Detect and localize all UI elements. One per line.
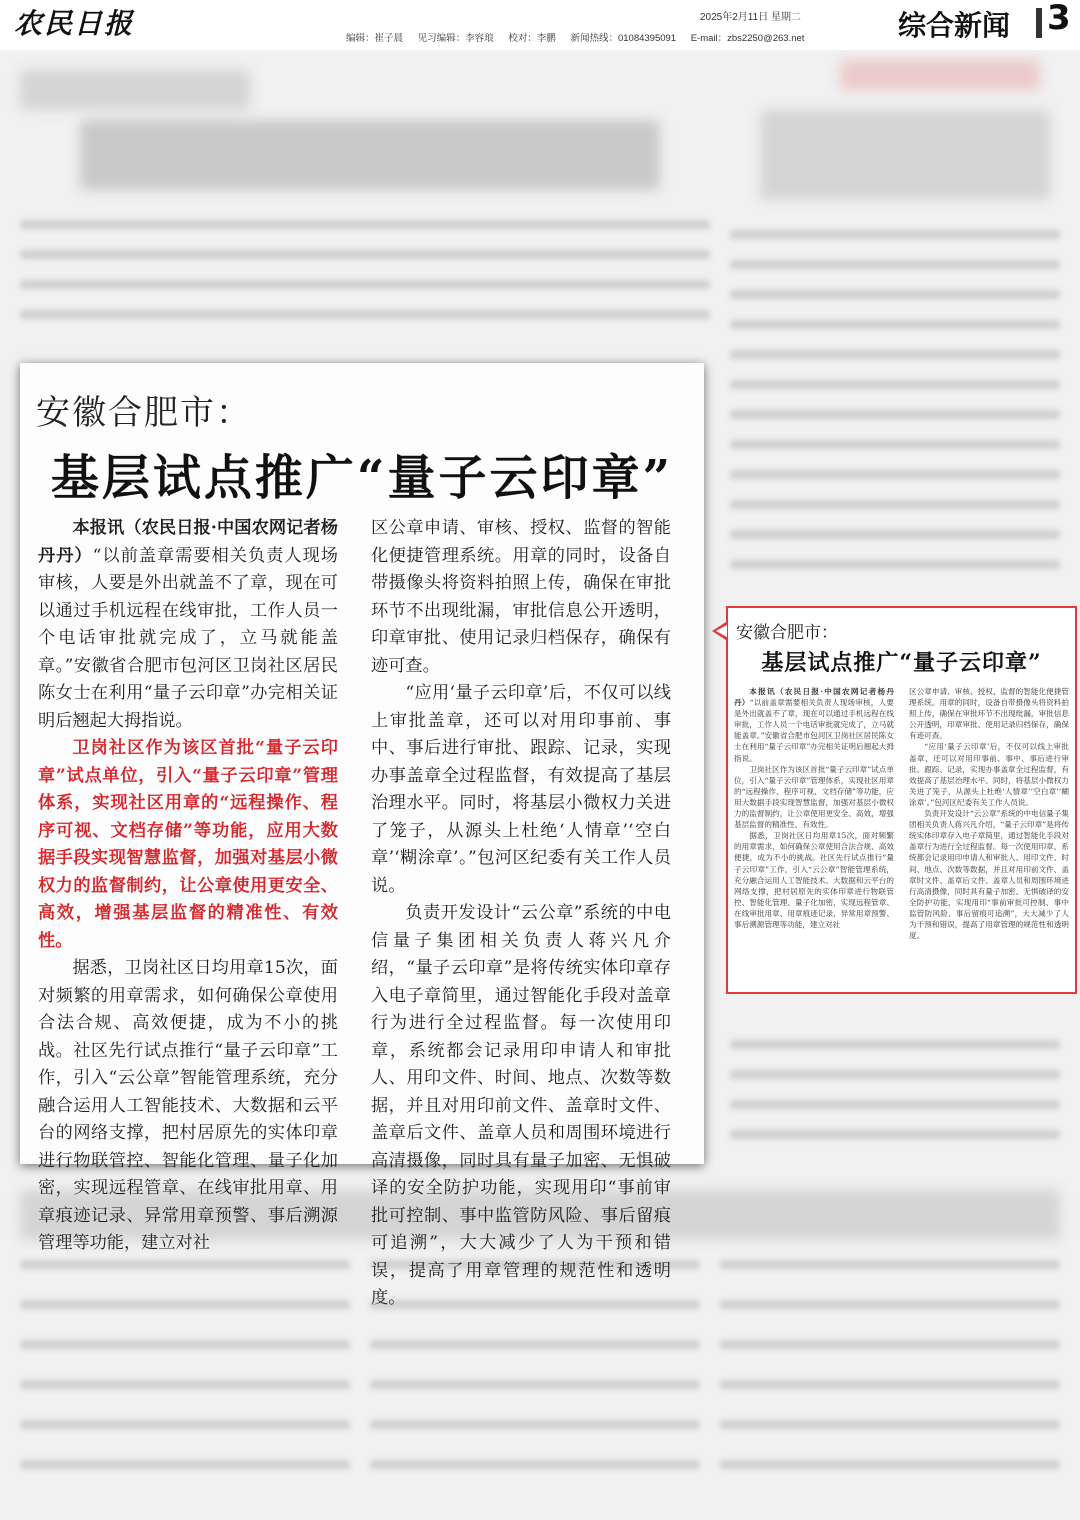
article-paragraph: 负责开发设计“云公章”系统的中电信量子集团相关负责人蒋兴凡介绍，“量子云印章”是将传统实体印章存入电子章简里，通过智能化手段对盖章行为进行全过程监督。每一次使用印章，系统都会记录用印申请人和审批人、用印文件、时间、地点、次数等数据，并且对用印前文件、盖章时文件、盖章后文件、盖章人员和周围环境进行高清摄像，同时具有量子加密、无惧破译的安全防护功能，实现用印“事前审批可控制、事中监管防风险、事后留痕可追溯”，大大减少了人为干预和错误，提高了用章管理的规范性和透明度。 <box>371 903 671 1308</box>
thumbnail-column-left <box>734 686 894 930</box>
article-column-right <box>371 515 671 1313</box>
section-title: 综合新闻 <box>898 9 1011 42</box>
blurred-line <box>730 380 1060 389</box>
blurred-line <box>370 1380 700 1389</box>
blurred-line <box>730 500 1060 509</box>
article-column-left <box>38 515 338 1258</box>
blurred-line <box>20 250 710 259</box>
blurred-line <box>370 1340 700 1349</box>
highlighted-paragraph: 卫岗社区作为该区首批“量子云印章”试点单位，引入“量子云印章”管理体系，实现社区用章的“远程操作、程序可视、文档存储”等功能，应用大数据手段实现智慧监督，加强对基层小微权力的监督制约，让公章使用更安全、高效，增强基层监督的精准性、有效性。 <box>38 738 338 951</box>
article-paragraph: 区公章申请、审核、授权、监督的智能化便捷管理系统。用章的同时，设备自带摄像头将资料拍照上传，确保在审批环节不出现纰漏，审批信息公开透明，印章审批、使用记录归档保存，确保有迹可查。 <box>371 518 671 676</box>
thumbnail-paragraph <box>734 686 894 764</box>
blurred-line <box>730 350 1060 359</box>
credit-email: E-mail：zbs2250@263.net <box>690 33 805 44</box>
issue-date: 2025年2月11日 星期二 <box>700 12 801 23</box>
article-byline: 本报讯（农民日报·中国农网记者杨丹丹） <box>38 518 338 566</box>
thumbnail-paragraph: 负责开发设计“云公章”系统的中电信量子集团相关负责人蒋兴凡介绍，“量子云印章”是将传统实体印章存入电子章简里，通过智能化手段对盖章行为进行全过程监督。每一次使用印章，系统都会记录用印申请人和审批人、用印文件、时间、地点、次数等数据，并且对用印前文件、盖章时文件、盖章后文件、盖章人员和周围环境进行高清摄像，同时具有量子加密、无惧破译的安全防护功能，实现用印“事前审批可控制、事中监管防风险、事后留痕可追溯”，大大减少了人为干预和错误，提高了用章管理的规范性和透明度。 <box>909 809 1069 941</box>
blurred-line <box>730 440 1060 449</box>
blurred-block <box>840 60 1040 90</box>
blurred-line <box>20 1300 350 1309</box>
article-kicker: 安徽合肥市： <box>36 393 252 433</box>
credit-hotline: 新闻热线：01084395091 <box>570 33 677 44</box>
blurred-line <box>720 1300 1060 1309</box>
editor-credits <box>346 30 816 44</box>
blurred-line <box>720 1340 1060 1349</box>
credit-trainee-editor: 见习编辑：李容琅 <box>417 33 494 44</box>
blurred-line <box>730 230 1060 239</box>
blurred-block <box>760 110 1050 200</box>
article-paragraph: “应用‘量子云印章’后，不仅可以线上审批盖章，还可以对用印事前、事中、事后进行审批、跟踪、记录，实现办事盖章全过程监督，有效提高了基层治理水平。同时，将基层小微权力关进了笼子，从源头上杜绝‘人情章’‘空白章’‘糊涂章’。”包河区纪委有关工作人员说。 <box>371 683 671 896</box>
blurred-line <box>730 290 1060 299</box>
paper-name-logo: 农民日报 <box>14 7 135 40</box>
blurred-line <box>370 1460 700 1469</box>
blurred-line <box>730 1040 1060 1049</box>
blurred-line <box>20 310 710 319</box>
blurred-line <box>720 1260 1060 1269</box>
blurred-line <box>730 470 1060 479</box>
blurred-line <box>730 560 1060 569</box>
article-thumbnail-callout <box>726 606 1077 994</box>
blurred-line <box>20 1380 350 1389</box>
thumbnail-paragraph: 区公章申请、审核、授权、监督的智能化便捷管理系统。用章的同时，设备自带摄像头将资料拍照上传，确保在审批环节不出现纰漏，审批信息公开透明，印章审批、使用记录归档保存，确保有迹可查。 <box>909 687 1069 741</box>
thumbnail-paragraph: 据悉，卫岗社区日均用章15次，面对频繁的用章需求，如何确保公章使用合法合规、高效便捷，成为不小的挑战。社区先行试点推行“量子云印章”工作，引入“云公章”智能管理系统，充分融合运用人工智能技术、大数据和云平台的网络支撑，把村居原先的实体印章进行物联管控、智能化管理、量子化加密，实现远程管章、在线审批用章、用章痕迹记录、异常用章预警、事后溯源管理等功能，建立对社 <box>734 831 894 929</box>
blurred-line <box>20 280 710 289</box>
thumbnail-byline: 本报讯（农民日报·中国农网记者杨丹丹） <box>734 687 894 708</box>
article-headline: 基层试点推广“量子云印章” <box>50 450 674 506</box>
blurred-line <box>730 410 1060 419</box>
blurred-line <box>20 1260 350 1269</box>
blurred-headline <box>80 120 660 190</box>
section-divider <box>1036 8 1042 38</box>
blurred-line <box>20 1340 350 1349</box>
thumbnail-paragraph: 卫岗社区作为该区首批“量子云印章”试点单位，引入“量子云印章”管理体系，实现社区用章的“远程操作、程序可视、文档存储”等功能，应用大数据手段实现智慧监督，加强对基层小微权力的监督制约，让公章使用更安全、高效，增强基层监督的精准性、有效性。 <box>734 764 894 830</box>
thumbnail-kicker: 安徽合肥市： <box>736 623 838 643</box>
blurred-line <box>730 1130 1060 1139</box>
thumbnail-column-right <box>909 686 1069 941</box>
article-paragraph: 据悉，卫岗社区日均用章15次，面对频繁的用章需求，如何确保公章使用合法合规、高效便捷，成为不小的挑战。社区先行试点推行“量子云印章”工作，引入“云公章”智能管理系统，充分融合运用人工智能技术、大数据和云平台的网络支撑，把村居原先的实体印章进行物联管控、智能化管理、量子化加密，实现远程管章、在线审批用章、用章痕迹记录、异常用章预警、事后溯源管理等功能，建立对社 <box>38 958 338 1253</box>
article-paragraph <box>38 515 338 735</box>
blurred-line <box>730 1070 1060 1079</box>
blurred-line <box>20 220 710 229</box>
article-clipping <box>20 363 704 1308</box>
thumbnail-headline: 基层试点推广“量子云印章” <box>761 650 1042 676</box>
paragraph-text: “以前盖章需要相关负责人现场审核，人要是外出就盖不了章，现在可以通过手机远程在线审批，工作人员一个电话审批就完成了，立马就能盖章。”安徽省合肥市包河区卫岗社区居民陈女士在利用“量子云印章”办完相关证明后翘起大拇指说。 <box>38 545 338 731</box>
paragraph-text: “以前盖章需要相关负责人现场审核，人要是外出就盖不了章，现在可以通过手机远程在线审批，工作人员一个电话审批就完成了，立马就能盖章。”安徽省合肥市包河区卫岗社区居民陈女士在利用“量子云印章”办完相关证明后翘起大拇指说。 <box>734 698 895 763</box>
blurred-line <box>730 320 1060 329</box>
blurred-line <box>370 1420 700 1429</box>
blurred-line <box>730 260 1060 269</box>
credit-editor: 编辑：崔子晨 <box>346 33 404 44</box>
blurred-line <box>20 1460 350 1469</box>
blurred-line <box>720 1380 1060 1389</box>
thumbnail-paragraph: “应用‘量子云印章’后，不仅可以线上审批盖章，还可以对用印事前、事中、事后进行审批、跟踪、记录，实现办事盖章全过程监督，有效提高了基层治理水平。同时，将基层小微权力关进了笼子，从源头上杜绝‘人情章’‘空白章’‘糊涂章’。”包河区纪委有关工作人员说。 <box>909 742 1069 807</box>
blurred-line <box>20 1420 350 1429</box>
blurred-line <box>730 1100 1060 1109</box>
masthead <box>0 0 1080 44</box>
blurred-line <box>720 1420 1060 1429</box>
callout-pointer-inner <box>716 625 727 637</box>
blurred-line <box>720 1460 1060 1469</box>
credit-proofreader: 校对：李鹏 <box>508 33 556 44</box>
page-number: 3 <box>1047 0 1071 38</box>
blurred-block <box>20 70 250 110</box>
blurred-line <box>730 530 1060 539</box>
